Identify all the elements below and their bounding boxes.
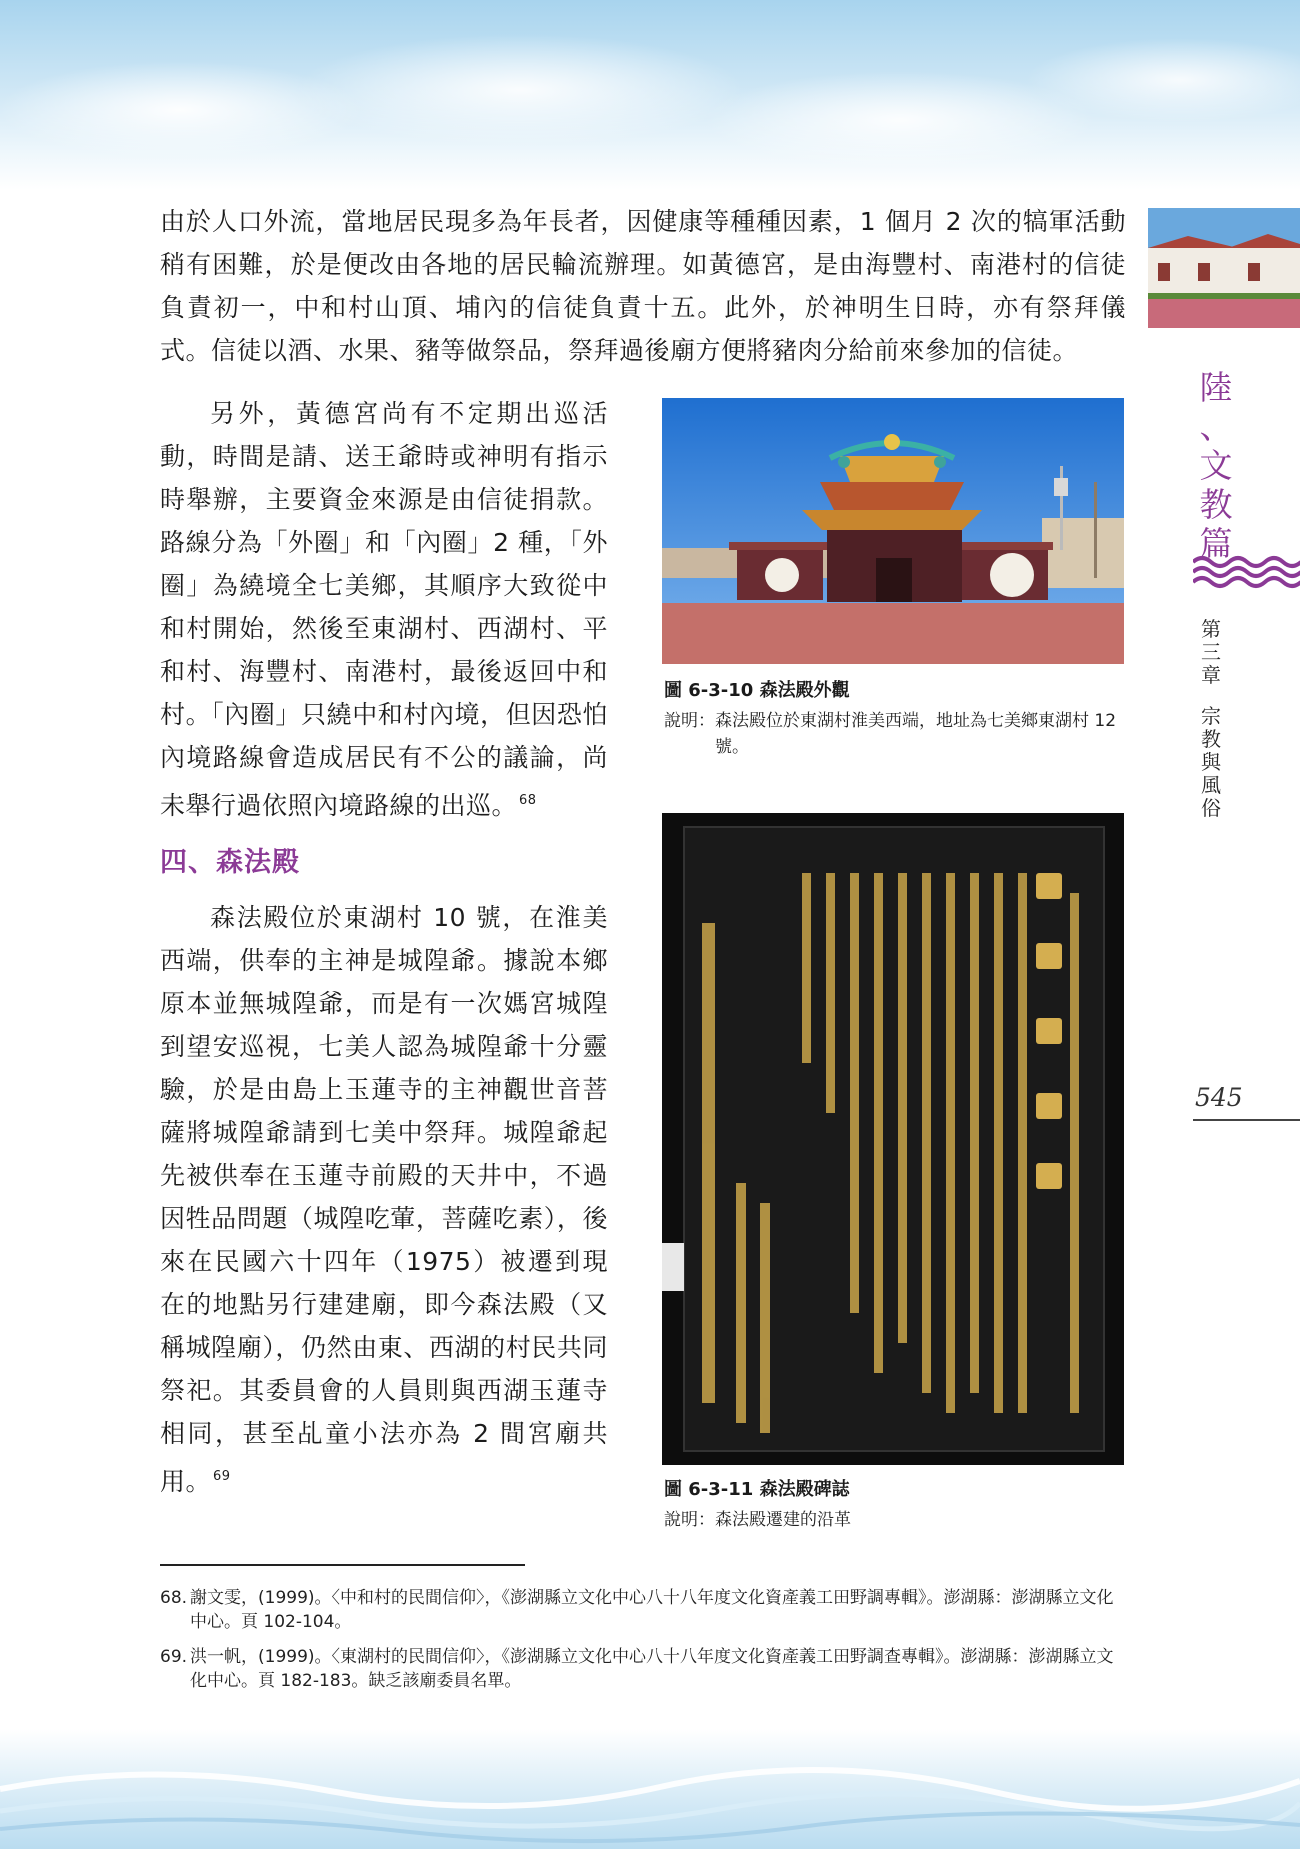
figure-2-caption-text: 森法殿遷建的沿革	[715, 1510, 851, 1530]
part-title-char: 、	[1199, 407, 1233, 446]
part-title-char: 篇	[1199, 524, 1233, 563]
chapter-title-char: 與	[1201, 750, 1221, 774]
chapter-char: 章	[1201, 663, 1221, 687]
temple-stele-photo	[662, 813, 1124, 1465]
paragraph-senfa-temple	[160, 896, 608, 1503]
footnote-ref-69[interactable]: 69	[213, 1469, 231, 1484]
paragraph-procession-text: 另外，黃德宮尚有不定期出巡活動，時間是請、送王爺時或神明有指示時舉辦，主要資金來源是由信徒捐款。路線分為「外圈」和「內圈」2 種，「外圈」為繞境全七美鄉，其順序大致從中和村開始，然後至東湖村、西湖村、平和村、海豐村、南港村，最後返回中和村。「內圈」只繞中和村內境，但因恐怕內境路線會造成居民有不公的議論，尚未舉行過依照內境路線的出巡。	[160, 399, 608, 820]
purple-wave-ornament	[1193, 554, 1300, 590]
chapter-title-char: 風	[1201, 773, 1221, 797]
figure-1-caption-title: 圖 6-3-10 森法殿外觀	[664, 680, 850, 701]
footnote-68	[160, 1586, 1126, 1634]
figure-2-caption-note	[664, 1507, 1126, 1533]
part-title-vertical	[1198, 368, 1234, 563]
side-thumbnail-photo	[1148, 208, 1300, 328]
figure-1-caption-text: 森法殿位於東湖村淮美西端，地址為七美鄉東湖村 12 號。	[715, 711, 1117, 757]
part-title-char: 陸	[1199, 368, 1233, 407]
footnote-divider	[160, 1564, 525, 1566]
footnote-69-number: 69.	[160, 1647, 188, 1667]
section-heading: 四、森法殿	[160, 847, 300, 878]
footnote-69	[160, 1645, 1126, 1693]
footnote-69-text: 洪一帆，(1999)。〈東湖村的民間信仰〉，《澎湖縣立文化中心八十八年度文化資產義工田野調查專輯》。澎湖縣：澎湖縣立文化中心。頁 182-183。缺乏該廟委員名單。	[190, 1647, 1114, 1691]
part-title-char: 文	[1199, 446, 1233, 485]
figure-2-caption-label: 說明：	[664, 1510, 715, 1530]
chapter-title-char: 俗	[1201, 796, 1221, 820]
figure-1-caption-note	[664, 708, 1126, 760]
intro-paragraph: 由於人口外流，當地居民現多為年長者，因健康等種種因素，1 個月 2 次的犒軍活動稍有困難，於是便改由各地的居民輪流辦理。如黃德宮，是由海豐村、南港村的信徒負責初一，中和村山頂、埔內的信徒負責十五。此外，於神明生日時，亦有祭拜儀式。信徒以酒、水果、豬等做祭品，祭拜過後廟方便將豬肉分給前來參加的信徒。	[160, 207, 1126, 365]
footnote-ref-68[interactable]: 68	[519, 793, 537, 808]
figure-2-caption-title: 圖 6-3-11 森法殿碑誌	[664, 1479, 850, 1500]
part-title-char: 教	[1199, 485, 1233, 524]
temple-exterior-photo	[662, 398, 1124, 664]
chapter-label-vertical	[1198, 618, 1224, 820]
page-number-rule	[1193, 1119, 1300, 1121]
paragraph-procession	[160, 392, 608, 827]
sky-header-banner	[0, 0, 1300, 190]
footnote-68-number: 68.	[160, 1588, 188, 1608]
figure-1-caption-label: 說明：	[664, 711, 715, 731]
chapter-title-char: 宗	[1201, 704, 1221, 728]
bottom-wave-decoration	[0, 1729, 1300, 1849]
chapter-title-char: 教	[1201, 727, 1221, 751]
chapter-char: 三	[1201, 640, 1221, 664]
footnote-68-text: 謝文雯，(1999)。〈中和村的民間信仰〉，《澎湖縣立文化中心八十八年度文化資產義工田野調專輯》。澎湖縣：澎湖縣立文化中心。頁 102-104。	[190, 1588, 1114, 1632]
page-number: 545	[1195, 1083, 1243, 1112]
paragraph-senfa-temple-text: 森法殿位於東湖村 10 號，在淮美西端，供奉的主神是城隍爺。據說本鄉原本並無城隍爺，而是有一次媽宮城隍到望安巡視，七美人認為城隍爺十分靈驗，於是由島上玉蓮寺的主神觀世音菩薩將城隍爺請到七美中祭拜。城隍爺起先被供奉在玉蓮寺前殿的天井中，不過因牲品問題（城隍吃葷，菩薩吃素），後來在民國六十四年（1975）被遷到現在的地點另行建建廟，即今森法殿（又稱城隍廟），仍然由東、西湖的村民共同祭祀。其委員會的人員則與西湖玉蓮寺相同，甚至乩童小法亦為 2 間宮廟共用。	[160, 903, 608, 1496]
chapter-char: 第	[1201, 617, 1221, 641]
